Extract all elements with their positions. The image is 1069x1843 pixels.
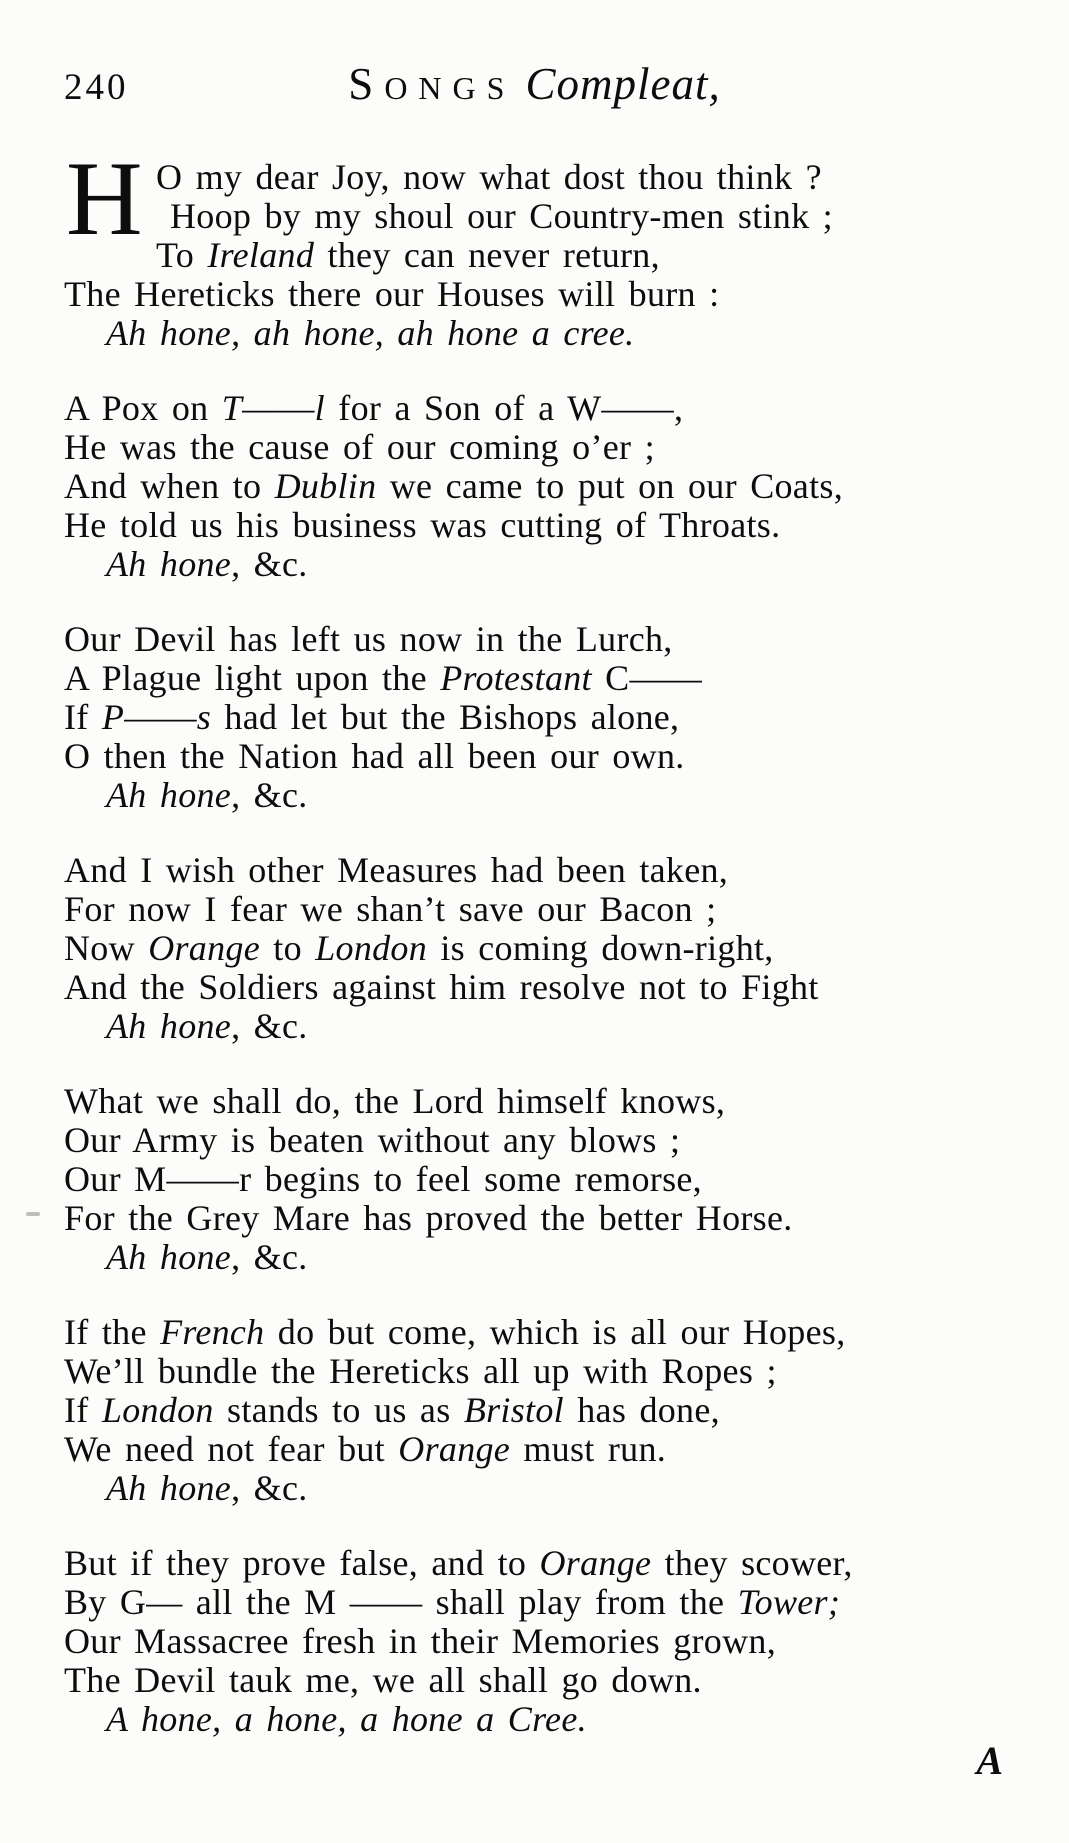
text-segment: Hoop by my shoul our Country-men stink ; — [170, 196, 833, 236]
verse-line — [64, 1583, 1019, 1622]
text-segment: Orange — [398, 1429, 511, 1469]
text-segment: And I wish other Measures had been taken, — [64, 850, 729, 890]
text-segment: Ah hone — [106, 1237, 232, 1277]
verse-line — [64, 1661, 1019, 1700]
refrain-line — [64, 776, 1019, 815]
verse-line — [64, 1430, 1019, 1469]
text-segment: To — [156, 235, 208, 275]
text-segment: had let but the Bishops alone, — [211, 697, 680, 737]
verse-line — [64, 236, 1019, 275]
refrain-line — [64, 314, 1019, 353]
running-title-word: Songs — [348, 59, 516, 109]
text-segment: Orange — [148, 928, 260, 968]
text-segment: Now — [64, 928, 149, 968]
text-segment: Ah hone — [106, 544, 232, 584]
text-segment: is coming down-right, — [427, 928, 774, 968]
refrain-line — [64, 1007, 1019, 1046]
text-segment: Our Massacree fresh in their Memories grown, — [64, 1621, 776, 1661]
text-segment: A Plague light upon the — [64, 658, 441, 698]
refrain-line — [64, 1700, 1019, 1739]
refrain-line — [64, 545, 1019, 584]
text-segment: If — [64, 1390, 102, 1430]
text-segment: Orange — [539, 1543, 652, 1583]
stanzas-container — [64, 140, 1019, 1739]
text-segment: London — [315, 928, 428, 968]
verse-line — [64, 1199, 1019, 1238]
verse-line — [64, 929, 1019, 968]
text-segment: to — [260, 928, 316, 968]
text-segment: And when to — [64, 466, 275, 506]
text-segment: For now I fear we shan’t save our Bacon ; — [64, 889, 717, 929]
verse-line — [64, 1391, 1019, 1430]
text-segment: Our Army is beaten without any blows ; — [64, 1120, 681, 1160]
verse-line — [64, 467, 1019, 506]
text-segment: Dublin — [274, 466, 377, 506]
text-segment: If — [64, 697, 102, 737]
verse-line — [64, 428, 1019, 467]
text-segment: , &c. — [231, 1468, 308, 1508]
text-segment: Ireland — [207, 235, 315, 275]
text-segment: By G— all the M —— shall play from the — [64, 1582, 738, 1622]
text-segment: —— — [242, 388, 315, 428]
text-segment: Tower; — [737, 1582, 841, 1622]
text-segment: P — [101, 697, 125, 737]
scan-artifact-speck — [26, 1212, 40, 1216]
text-segment: Our M——r begins to feel some remorse, — [64, 1159, 702, 1199]
text-segment: we came to put on our Coats, — [376, 466, 843, 506]
text-segment: —— — [124, 697, 197, 737]
text-segment: A Pox on — [64, 388, 222, 428]
text-segment: The Devil tauk me, we all shall go down. — [64, 1660, 702, 1700]
text-segment: Ah hone — [106, 775, 232, 815]
text-segment: , &c. — [231, 544, 308, 584]
text-segment: He told us his business was cutting of Throats. — [64, 505, 781, 545]
verse-line — [64, 851, 1019, 890]
verse-line — [64, 1544, 1019, 1583]
verse-line — [64, 659, 1019, 698]
stanza — [64, 1544, 1019, 1739]
song-text — [0, 120, 1069, 1739]
text-segment: Ah hone — [106, 1006, 232, 1046]
text-segment: stands to us as — [213, 1390, 464, 1430]
text-segment: Ah hone — [106, 1468, 232, 1508]
text-segment: , &c. — [231, 1006, 308, 1046]
stanza — [64, 389, 1019, 584]
text-segment: We need not fear but — [64, 1429, 399, 1469]
verse-line — [64, 620, 1019, 659]
text-segment: Our Devil has left us now in the Lurch, — [64, 619, 673, 659]
text-segment: O then the Nation had all been our own. — [64, 736, 685, 776]
verse-line — [64, 197, 1019, 236]
stanza — [64, 140, 1019, 353]
stanza — [64, 1313, 1019, 1508]
verse-line — [64, 275, 1019, 314]
text-segment: But if they prove false, and to — [64, 1543, 540, 1583]
text-segment: s — [196, 697, 212, 737]
text-segment: Bristol — [463, 1390, 564, 1430]
text-segment: Protestant — [440, 658, 592, 698]
verse-line — [64, 1121, 1019, 1160]
text-segment: do but come, which is all our Hopes, — [264, 1312, 846, 1352]
text-segment: C—— — [591, 658, 703, 698]
verse-line — [64, 890, 1019, 929]
text-segment: For the Grey Mare has proved the better Horse. — [64, 1198, 793, 1238]
verse-line — [64, 1082, 1019, 1121]
stanza — [64, 851, 1019, 1046]
text-segment: If the — [64, 1312, 161, 1352]
text-segment: they scower, — [651, 1543, 853, 1583]
text-segment: has done, — [563, 1390, 720, 1430]
verse-line — [64, 158, 1019, 197]
stanza — [64, 1082, 1019, 1277]
text-segment: T — [221, 388, 243, 428]
text-segment: And the Soldiers against him resolve not to Fight — [64, 967, 819, 1007]
refrain-line — [64, 1238, 1019, 1277]
text-segment: , &c. — [231, 775, 308, 815]
verse-line — [64, 1313, 1019, 1352]
text-segment: What we shall do, the Lord himself knows, — [64, 1081, 726, 1121]
text-segment: l — [314, 388, 325, 428]
text-segment: O my dear Joy, now what dost thou think ? — [156, 157, 822, 197]
text-segment: must run. — [510, 1429, 667, 1469]
verse-line — [64, 1622, 1019, 1661]
stanza — [64, 620, 1019, 815]
text-segment: Ah hone, ah hone, ah hone a cree. — [106, 313, 635, 353]
running-title — [0, 58, 1069, 110]
page-header — [0, 0, 1069, 120]
verse-line — [64, 1352, 1019, 1391]
verse-line — [64, 737, 1019, 776]
catchword: A — [976, 1738, 1003, 1783]
text-segment: French — [160, 1312, 265, 1352]
text-segment: He was the cause of our coming o’er ; — [64, 427, 655, 467]
drop-cap-letter: H — [66, 140, 143, 257]
verse-line — [64, 698, 1019, 737]
page-number: 240 — [64, 67, 129, 108]
verse-line — [64, 1160, 1019, 1199]
text-segment: , &c. — [231, 1237, 308, 1277]
verse-line — [64, 968, 1019, 1007]
text-segment: London — [101, 1390, 214, 1430]
verse-line — [64, 389, 1019, 428]
verse-line — [64, 506, 1019, 545]
refrain-line — [64, 1469, 1019, 1508]
text-segment: The Hereticks there our Houses will burn : — [64, 274, 720, 314]
text-segment: A hone, a hone, a hone a Cree. — [106, 1699, 587, 1739]
text-segment: for a Son of a W——, — [324, 388, 684, 428]
text-segment: We’ll bundle the Hereticks all up with Ropes ; — [64, 1351, 777, 1391]
text-segment: they can never return, — [314, 235, 660, 275]
running-title-italic: Compleat, — [525, 59, 721, 109]
